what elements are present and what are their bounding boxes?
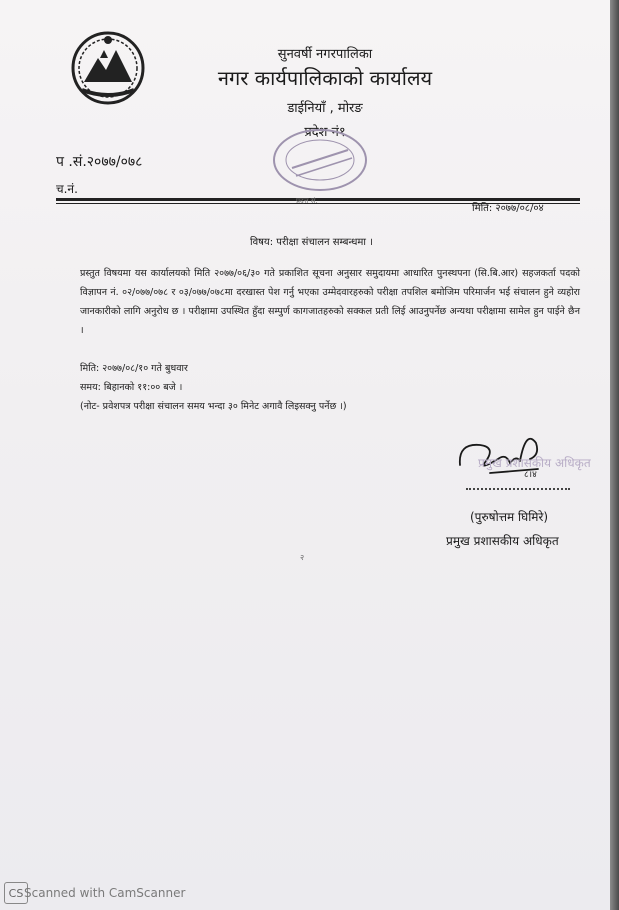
dispatch-number: च.नं. <box>56 182 78 196</box>
signatory-name: (पुरुषोत्तम घिमिरे) <box>470 510 549 524</box>
scanner-watermark: Scanned with CamScanner <box>24 886 186 900</box>
exam-time: समय: बिहानको ११:०० बजे । <box>80 382 183 393</box>
exam-date: मिति: २०७७/०८/१० गते बुधवार <box>80 363 188 374</box>
municipality-name: सुनवर्षी नगरपालिका <box>277 47 373 62</box>
letter-body: प्रस्तुत विषयमा यस कार्यालयको मिति २०७७/०६/३० गते प्रकाशित सूचना अनुसार समुदायमा आधारित पुनस्थपना (सि.बि.आर) सहजकर्ता पदको विज्ञापन नं. ०२/०७७/०७८ र ०३/०७७/०७८मा दरखास्त पेश गर्नु भएका उम्मेदवारहरुको परीक्षा तपशिल बमोजिम परिमार्जन भई संचालन हुने व्यहोरा जानकारीको लागि अनुरोध छ । परीक्षामा उपस्थित हुँदा सम्पुर्ण कागजातहरुको सक्कल प्रती लिई आउनुपर्नेछ अन्यथा परीक्षामा सामेल हुन पाईने छैन । <box>80 268 580 336</box>
camscanner-logo: CS <box>4 882 28 904</box>
svg-text:८।४: ८।४ <box>524 470 537 480</box>
office-title: नगर कार्यपालिकाको कार्यालय <box>217 66 433 90</box>
exam-note: (नोट- प्रवेशपत्र परीक्षा संचालन समय भन्दा ३० मिनेट अगावै लिइसक्नु पर्नेछ ।) <box>80 401 347 412</box>
letter-subject: विषय: परीक्षा संचालन सम्बन्धमा । <box>250 237 373 248</box>
signatory-seal: प्रमुख प्रशासकीय अधिकृत <box>478 456 591 470</box>
office-address: डाईनियाँ , मोरङ <box>287 101 363 116</box>
signature-line <box>466 488 570 490</box>
office-round-stamp <box>268 124 372 194</box>
page-mark: २ <box>300 553 305 562</box>
page-edge-shadow <box>610 0 619 910</box>
stamp-caption: प्रदत्त सं. <box>296 197 318 205</box>
letter-reference-number: प .सं.२०७७/०७८ <box>56 154 143 170</box>
signatory-title: प्रमुख प्रशासकीय अधिकृत <box>446 534 559 548</box>
nepal-emblem-icon <box>70 30 146 106</box>
letter-date: मिति: २०७७/०८/०४ <box>472 203 544 214</box>
province-number: प्रदेश नं१ <box>304 125 346 140</box>
